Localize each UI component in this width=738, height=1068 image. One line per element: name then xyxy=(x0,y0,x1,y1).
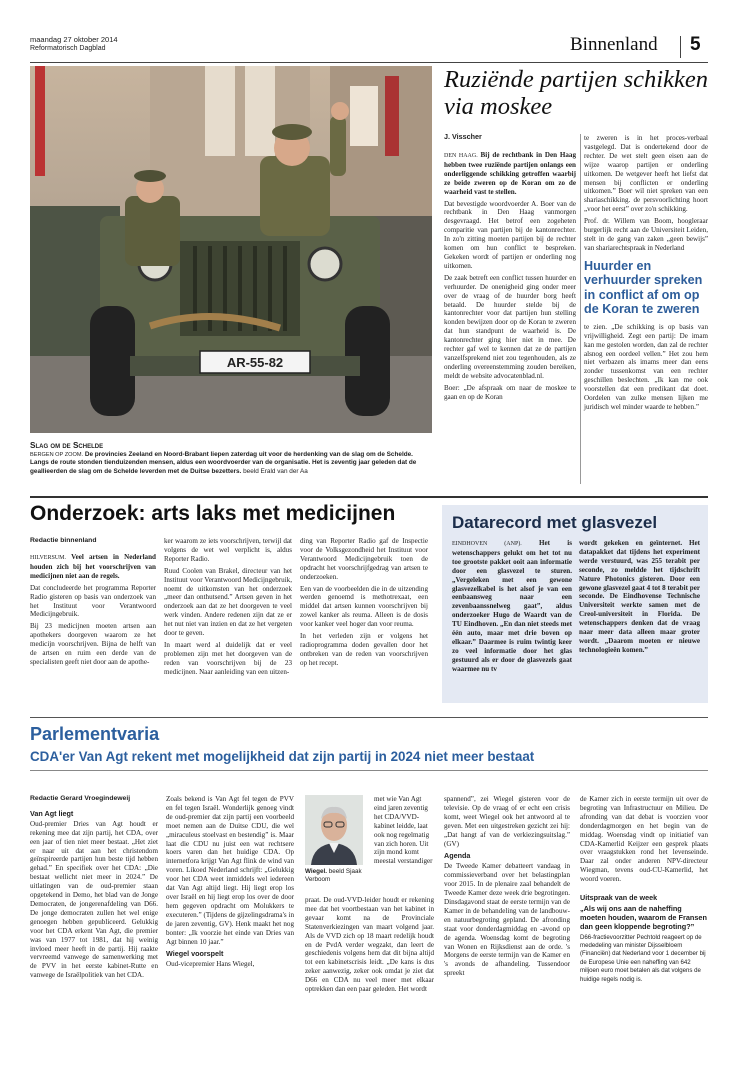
lead-column-1 xyxy=(444,151,576,404)
parlement-subhead-van-agt: Van Agt liegt xyxy=(30,808,74,818)
photo-credit: beeld Erald van der Aa xyxy=(243,467,308,475)
lead-dateline: DEN HAAG. xyxy=(444,153,478,159)
lead-intro: Bij de rechtbank in Den Haag hebben twee ruziënde partijen onlangs een onderliggende schikking getroffen waarbij ze beide zweren op de Koran om zo de waarheid vast te stellen. xyxy=(444,151,576,196)
parlement-section-title: Parlementvaria xyxy=(30,724,160,744)
datarecord-text-2: wordt gekeken en geïnternet. Het datapakket dat tijdens het experiment werde verstuurd, was 255 terabit per seconde, zo meldde het tijdschrift Nature Photonics gisteren. Door een gewone glasvezel gaat 4 tot 8 terabit per seconde. De Eindhovense Technische Universiteit werkte samen met de Creol-universiteit in Florida. De wetenschappers denken dat de vraag naar meer data alleen maar groter wordt. „Daarom moeten er nieuwe technologieën komen.” xyxy=(579,539,700,654)
section-rule xyxy=(30,496,708,498)
lead-column-2 xyxy=(584,134,708,415)
parlement-column-3 xyxy=(305,896,434,997)
onderzoek-paragraph: Dat concludeerde het programma Reporter Radio gisteren op basis van onderzoek van het Instituut voor Verantwoord Medicijngebruik. xyxy=(30,583,156,619)
onderzoek-column-1 xyxy=(30,553,156,670)
section-title: Binnenland xyxy=(570,34,658,55)
datarecord-column-2 xyxy=(579,539,700,655)
wiegel-photo xyxy=(305,795,363,865)
onderzoek-paragraph: ker waarom ze iets voorschrijven, terwijl dat volgens de wet wel verplicht is, aldus Reporter Radio. xyxy=(164,537,292,563)
parlement-quote-note: D66-fractievoorzitter Pechtold reageert op de mededeling van minister Dijsselbloem (Financiën) dat Nederland voor 1 december bij de Europese Unie een naheffing van 642 miljoen euro moet betalen als dat volgens de huidige regels nodig is. xyxy=(580,933,706,983)
onderzoek-column-3 xyxy=(300,537,428,671)
lead-pullquote: Huurder en verhuurder spreken in conflict af om op de Koran te zweren xyxy=(584,258,703,317)
datarecord-headline: Datarecord met glasvezel xyxy=(452,513,658,532)
portrait-illustration xyxy=(305,795,363,865)
onderzoek-intro: Veel artsen in Nederland houden zich bij het voorschrijven van medicijnen niet aan de regels. xyxy=(30,553,156,580)
parlement-column-5 xyxy=(580,795,708,984)
parlement-paragraph: Oud-premier Dries van Agt houdt er rekening mee dat zijn partij, het CDA, over een jaar of tien niet meer bestaat. „Het ziet er naar uit dat aan het christendom geïnspireerde partijen hun beste tijd hebben gehad.” En specifiek over het CDA: „Die bestaat wellicht niet meer in 2024.” De uitlatingen van de oud-premier staan opgetekend in Demo, het blad van de Jonge Democraten, de jongerenafdeling van D66. De jonge democraten zullen het wel enige genoegen hebben gepubliceerd. Gelukkig voor het CDA erkent Van Agt, die premier was van 1977 tot 1981, dat hij weinig invloed meer heeft in de partij. Hij raakte vervreemd vanwege de samenwerking met de PVV in het eerste kabinet-Rutte en vanwege de Israëlpolitiek van het CDA. xyxy=(30,819,158,980)
parlement-subhead-uitspraak: Uitspraak van de week xyxy=(580,893,658,903)
parlement-paragraph: Zoals bekend is Van Agt fel tegen de PVV en fel tegen Israël. Wonderlijk genoeg vindt de oud-premier dat zijn partij een voorbeeld moet nemen aan de Duitse CDU, die wel „miraculeus stoelvast en bestendig” is. Maar laat die CDU nu juist een wat rechtsere koers varen dan het huidige CDA. Op internetfora krijgt Van Agt flink de wind van voren. Likoed Nederland schrijft: „Gelukkig voor het CDA weet inmiddels wel iedereen dat Van Agt altijd liegt. Hij liegt erop los over Israël en hij liegt erop los over de door hem gegeven opdracht om Molukkers te executeren.” (Tijdens de gijzelingsdrama's in de jaren zeventig, GV). Henk maakt het nog bonter: „Ik voorzie het einde van Dries van Agt binnen 10 jaar.” xyxy=(166,795,294,946)
datarecord-text-1: Het is wetenschappers gelukt om het tot nu toe grootste pakket ooit aan informatie door een glasvezel te sturen. „Vergeleken met een gewone glasvezelkabel is het alsof je van een eenbaansweg naar een zevenbaanssnelweg gaat”, aldus onderzoeker Hugo de Waardt van de TU Eindhoven. „En dan niet steeds met één auto, maar met drie boven op elkaar.” Daarmee is ruim twintig keer zo veel informatie door het glas gestuurd als er door de glasvezels gaat waarmee nu tv xyxy=(452,539,572,673)
lead-paragraph: te zien. „De schikking is op basis van vrijwilligheid. Zegt een partij: De imam kan me gestolen worden, dan zal de rechter alsnog een oordeel vellen.” Het zou hem niet verbazen als imams meer dan eens zonder tussenkomst van een rechter geschillen beslechten. „Ik kan me ook voorstellen dat een predikant dat doet. Oordelen van zulke mensen lijken me juridisch wel minder waarde te hebben.” xyxy=(584,322,708,411)
lead-author: J. Visscher xyxy=(444,132,482,141)
lead-paragraph: De zaak betreft een conflict tussen huurder en verhuurder. De onenigheid ging onder meer over de vraag of de huurder borg heeft betaald. De huurder stelde bij de kantonrechter voor dat partijen hun stelling konden bewijzen door op de Koran te zweren dat hun standpunt de waarheid is. De kantonrechter ging hier niet in mee. De rechter gaf wel te kennen dat ze de partijen vanzelfsprekend niet zou tegenhouden, als ze onderling overeenstemming zouden bereiken, meldt de website advocatenblad.nl. xyxy=(444,273,576,380)
jeep-photo-illustration xyxy=(30,66,432,433)
masthead-divider xyxy=(680,36,681,58)
photo-caption-body xyxy=(30,451,432,476)
wiegel-caption-credit: beeld Sjaak Verboom xyxy=(305,868,362,883)
parlement-quote: „Als wij ons aan de naheffing moeten houden, waarom de Fransen dan geen kloppende begroting?” xyxy=(580,903,707,932)
news-photo xyxy=(30,66,432,433)
wiegel-caption-name: Wiegel. xyxy=(305,868,327,875)
section-rule xyxy=(30,770,708,771)
parlement-column-3-top xyxy=(374,795,434,869)
section-rule xyxy=(30,717,708,718)
photo-caption-title: Slag om de Schelde xyxy=(30,441,104,450)
parlement-paragraph: met wie Van Agt eind jaren zeventig het CDA/VVD-kabinet leidde, laat ook nog regelmatig van zich horen. Uit zijn mond komt meestal verstandiger xyxy=(374,795,433,866)
onderzoek-paragraph: Ruud Coolen van Brakel, directeur van het Instituut voor Verantwoord Medicijngebruik, noemt de uitkomsten van het onderzoek „meer dan onthutsend.” Artsen geven in het onderzoek aan dat ze het doorgeven te veel werk vinden. Andere redenen zijn dat ze er het nut niet van inzien en dat ze het vergeten door te geven. xyxy=(164,566,292,638)
onderzoek-paragraph: In maart werd al duidelijk dat er veel problemen zijn met het doorgeven van de reden van voorschrijven bij de 23 medicijnen. Naar aanleiding van een uitzen- xyxy=(164,640,292,676)
photo-caption-text: De provincies Zeeland en Noord-Brabant liepen zaterdag uit voor de herdenking van de slag om de Schelde. Langs de route stonden tienduizenden mensen, aldus een woordvoerder van de organisatie. Het is zeventig jaar geleden dat de geallieerden de slag om de Schelde leverden met de Duitse bezetters. xyxy=(30,451,417,475)
parlement-paragraph: de Kamer zich in eerste termijn uit over de begroting van Infrastructuur en Milieu. De afronding van dat debat is voorzien voor donderdagmorgen en het begin van de middag. Woensdag vindt op initiatief van CDA-Kamerlid Keijzer een gesprek plaats over vraagstukken rond het levenseinde. Daar zal onder anderen NPV-directeur Wiegman, tevens oud-CU-Kamerlid, het woord voeren. xyxy=(580,795,708,884)
masthead-rule xyxy=(30,62,708,63)
masthead-paper: Reformatorisch Dagblad xyxy=(30,45,106,52)
datarecord-column-1 xyxy=(452,539,572,674)
license-plate: AR-55-82 xyxy=(226,355,284,370)
onderzoek-paragraph: ding van Reporter Radio gaf de Inspectie voor de Volksgezondheid het Instituut voor Verantwoord Medicijngebruik toen de opdracht het voorschrijfgedrag van artsen te onderzoeken. xyxy=(300,537,428,581)
lead-headline: Ruziënde partijen schikken via moskee xyxy=(444,66,708,120)
onderzoek-paragraph: Een van de voorbeelden die in de uitzending werden genoemd is methotrexaat, een middel dat artsen kunnen voorschrijven bij zowel kanker als reuma. Alleen is de dosis voor kanker veel hoger dan voor reuma. xyxy=(300,584,428,629)
column-divider xyxy=(580,134,581,484)
parlement-byline: Redactie Gerard Vroegindeweij xyxy=(30,795,131,802)
parlement-paragraph: De Tweede Kamer debatteert vandaag in commissieverband over het belastingplan voor 2015. In de plenaire zaal behandelt de Tweede Kamer deze week drie begrotingen. Dinsdagavond staat de eerste termijn van de Kamer in de behandeling van de landbouw- en natuurbegroting gepland. De afronding staat voor donderdagmiddag en -avond op de agenda. Woensdag komt de begroting van Wonen en Rijksdienst aan de orde. 's Morgens de eerste termijn van de Kamer en 's avonds de afhandeling. Tussendoor spreekt xyxy=(444,862,570,978)
parlement-column-2 xyxy=(166,795,294,972)
parlement-paragraph: Oud-vicepremier Hans Wiegel, xyxy=(166,960,255,969)
datarecord-box xyxy=(442,505,708,703)
onderzoek-dateline: HILVERSUM. xyxy=(30,555,66,561)
parlement-paragraph: spannend”, zei Wiegel gisteren voor de televisie. Op de vraag of er echt een crisis komt, weet Wiegel ook het antwoord al te geven. Met een uitgestreken gezicht zei hij: „Dat hangt af van de verkiezingsuitslag.” (GV) xyxy=(444,795,570,848)
onderzoek-column-2 xyxy=(164,537,292,680)
photo-caption-place: BERGEN OP ZOOM. xyxy=(30,452,84,458)
parlement-subhead-agenda: Agenda xyxy=(444,851,471,861)
parlement-headline: CDA'er Van Agt rekent met mogelijkheid dat zijn partij in 2024 niet meer bestaat xyxy=(30,749,535,764)
lead-paragraph: Boer: „De afspraak om naar de moskee te gaan en op de Koran xyxy=(444,383,576,401)
photo-caption xyxy=(30,441,432,476)
onderzoek-byline: Redactie binnenland xyxy=(30,537,97,544)
page-number: 5 xyxy=(690,34,701,55)
parlement-paragraph: praat. De oud-VVD-leider houdt er rekening mee dat het voortbestaan van het kabinet in gevaar komt na de Provinciale Statenverkiezingen van maart volgend jaar. Als de VVD zich op 18 maart redelijk houdt en de PvdA verder wegzakt, dan leert de geschiedenis volgens hem dat dit bijna altijd tot een kabinetscrisis leidt. „De kans is dus zeker aanwezig, zeker ook omdat je ziet dat D66 en CDA nu veel meer met elkaar optrekken dan een paar geleden. Het wordt xyxy=(305,896,434,994)
masthead-date: maandag 27 oktober 2014 xyxy=(30,35,118,44)
lead-paragraph: Dat bevestigde woordvoerder A. Boer van de rechtbank in Den Haag vanmorgen desgevraagd. Het betrof een zogeheten comparitie van partijen bij de kantonrechter. In zo'n zitting moeten partijen bij de rechter komen om hun conflict te bespreken. Gekeken wordt of partijen er onderling nog uitkomen. xyxy=(444,199,576,270)
wiegel-photo-caption xyxy=(305,868,363,883)
onderzoek-paragraph: Bij 23 medicijnen moeten artsen aan apothekers doorgeven waarom ze het medicijn voorschrijven. Bijna de helft van de artsen en ruim een derde van de specialisten geeft niet door aan de apothe- xyxy=(30,622,156,666)
lead-paragraph: Prof. dr. Willem van Boom, hoogleraar burgerlijk recht aan de Universiteit Leiden, stelt in de gang van zaken „geen bewijs” van shariarechtspraak in Nederland xyxy=(584,217,708,252)
parlement-column-1 xyxy=(30,795,158,983)
onderzoek-paragraph: In het verleden zijn er volgens het radioprogramma doden gevallen door het ontbreken van de reden van voorschrijven op het recept. xyxy=(300,632,428,667)
lead-paragraph: te zweren is in het proces-verbaal vastgelegd. Dat is ondertekend door de rechter. De wet stelt geen eisen aan de wijze waarop partijen er onderling uitkomen. De wetgever heeft het liefst dat mensen bij conflicten er onderling uitkomen.” Boer wil niet spreken van een shariaschikking. de persvoorlichting hoort „voor het eerst” over zo'n schikking. xyxy=(584,134,708,214)
parlement-subhead-wiegel: Wiegel voorspelt xyxy=(166,949,224,959)
datarecord-dateline: EINDHOVEN (ANP). xyxy=(452,541,522,547)
parlement-column-4 xyxy=(444,795,570,981)
onderzoek-headline: Onderzoek: arts laks met medicijnen xyxy=(30,502,396,525)
